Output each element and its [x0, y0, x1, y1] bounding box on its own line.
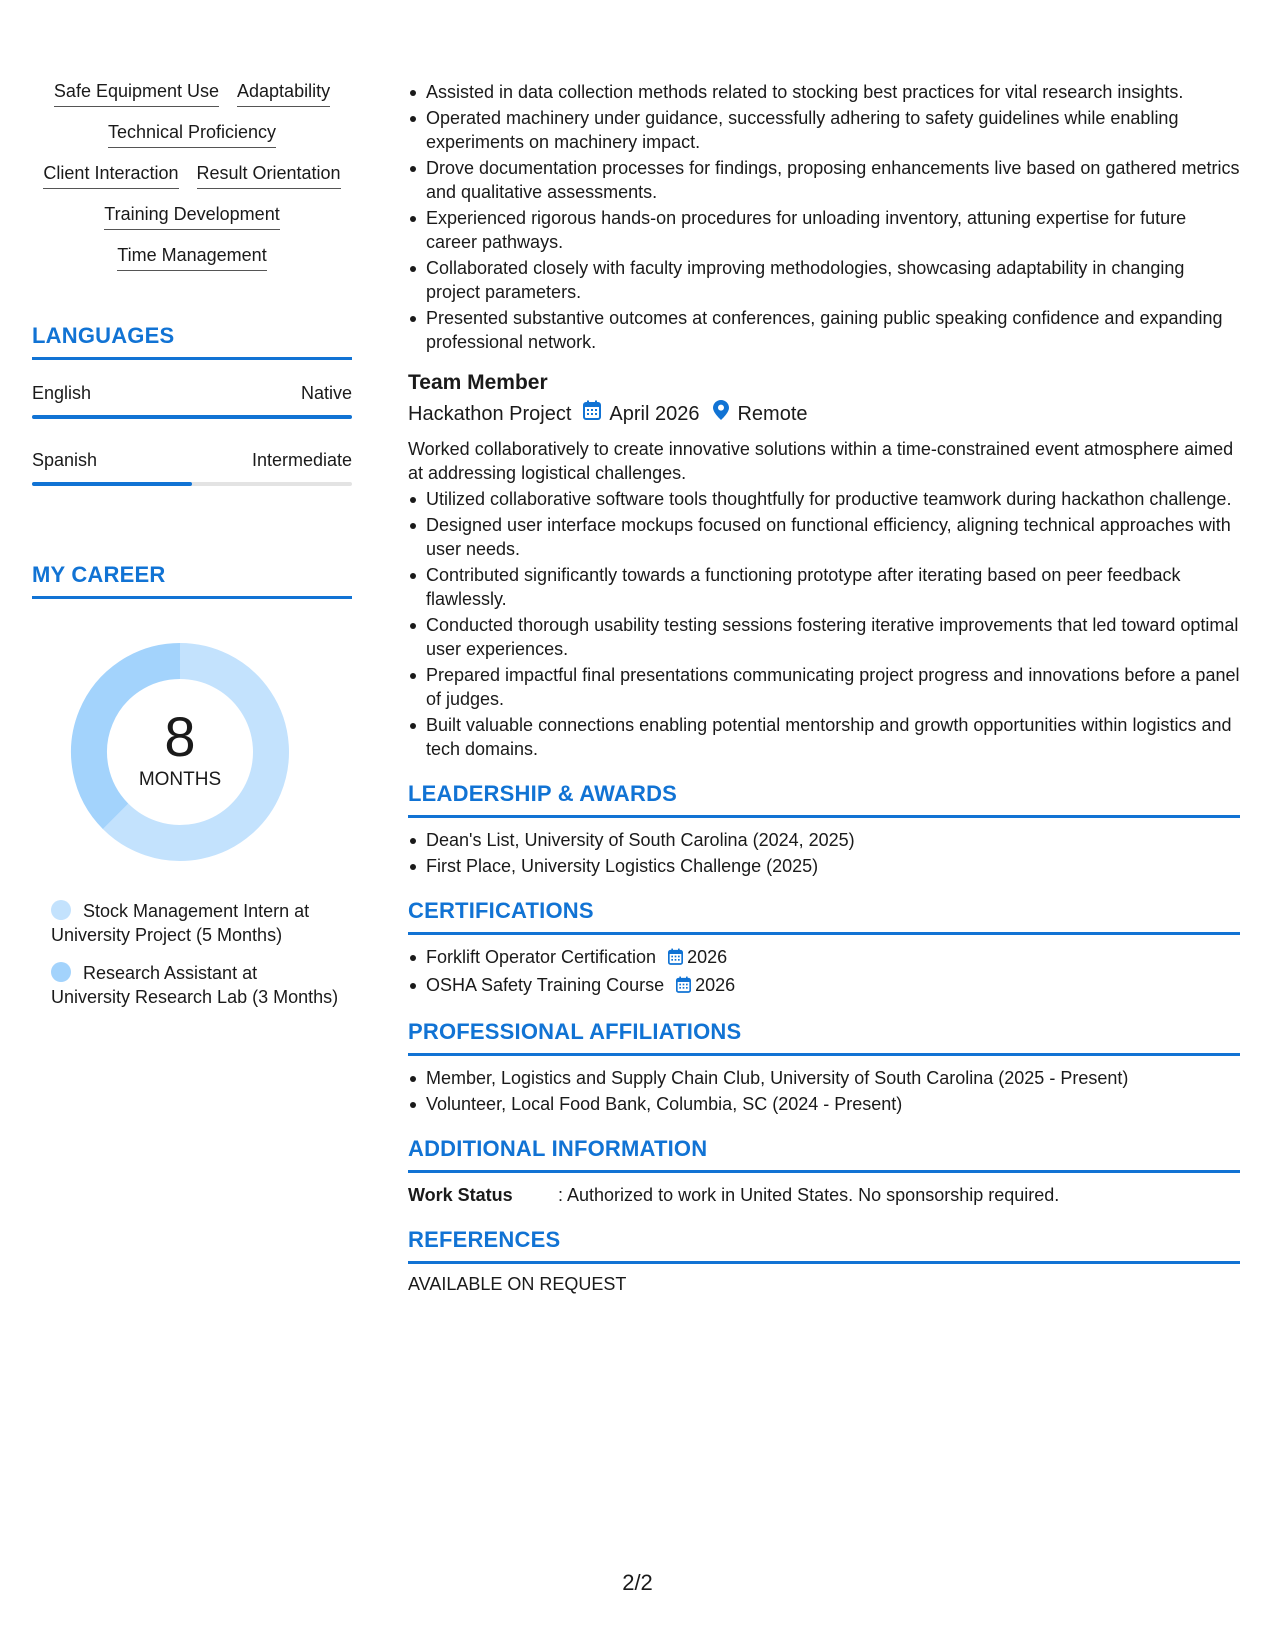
section-divider	[408, 1261, 1240, 1264]
cert-year: 2026	[687, 947, 728, 967]
legend-dot	[51, 962, 71, 982]
list-item	[426, 945, 1240, 971]
legend-dot	[51, 900, 71, 920]
skill-tag: Client Interaction	[43, 162, 178, 189]
job-meta	[408, 400, 1240, 427]
list-item: Utilized collaborative software tools thoughtfully for productive teamwork during hackathon challenge.	[426, 487, 1240, 511]
legend-item	[51, 961, 341, 1009]
language-item	[32, 382, 352, 419]
legend-label: Stock Management Intern at University Project (5 Months)	[51, 901, 310, 945]
section-divider	[408, 815, 1240, 818]
list-item: Drove documentation processes for findings, proposing enhancements live based on gathered metrics and qualitative assessments.	[426, 158, 1240, 202]
calendar-icon	[676, 975, 691, 999]
list-item: Conducted thorough usability testing sessions fostering iterative improvements that led toward optimal user experiences.	[426, 615, 1239, 659]
experience-bullets	[408, 80, 1240, 354]
section-title: LANGUAGES	[32, 323, 175, 348]
section-title: MY CAREER	[32, 562, 166, 587]
career-total: 8	[164, 705, 196, 768]
job-bullets	[408, 487, 1240, 761]
cert-year: 2026	[695, 975, 736, 995]
language-level: Native	[300, 383, 352, 403]
work-status-value: : Authorized to work in United States. No sponsorship required.	[558, 1185, 1060, 1205]
affiliations-list	[408, 1066, 1240, 1116]
legend-label: Research Assistant at University Research Lab (3 Months)	[51, 963, 339, 1007]
awards-list	[408, 828, 1240, 878]
cert-name: OSHA Safety Training Course	[426, 975, 665, 995]
section-title: ADDITIONAL INFORMATION	[408, 1136, 708, 1161]
skill-tag: Safe Equipment Use	[54, 80, 219, 107]
location-pin-icon	[713, 400, 729, 427]
list-item: Contributed significantly towards a functioning prototype after iterating based on peer feedback flawlessly.	[426, 563, 1240, 611]
language-name: Spanish	[32, 450, 98, 470]
list-item: Dean's List, University of South Carolina (2024, 2025)	[426, 828, 1240, 852]
affiliations-section	[408, 1019, 1240, 1116]
right-column	[408, 80, 1240, 1295]
language-bar-fill	[32, 482, 192, 486]
section-divider	[32, 596, 352, 599]
skill-tag: Time Management	[117, 244, 266, 271]
job-organization: Hackathon Project	[408, 402, 572, 425]
list-item: Member, Logistics and Supply Chain Club, University of South Carolina (2025 - Present)	[426, 1066, 1240, 1090]
certifications-list	[408, 945, 1240, 999]
calendar-icon	[583, 400, 601, 427]
list-item: Assisted in data collection methods related to stocking best practices for vital research insights.	[426, 80, 1240, 104]
career-legend	[51, 899, 341, 1009]
list-item: First Place, University Logistics Challenge (2025)	[426, 854, 1240, 878]
list-item: Operated machinery under guidance, successfully adhering to safety guidelines while enabling experiments on machinery impact.	[426, 106, 1240, 154]
section-title: CERTIFICATIONS	[408, 898, 594, 923]
skill-tag: Training Development	[104, 203, 279, 230]
legend-item	[51, 899, 341, 947]
left-column	[32, 80, 352, 1023]
skill-tag: Technical Proficiency	[108, 121, 276, 148]
career-donut-chart	[65, 637, 295, 867]
section-divider	[408, 1170, 1240, 1173]
language-bar	[32, 415, 352, 419]
list-item: Experienced rigorous hands-on procedures for unloading inventory, attuning expertise for future career pathways.	[426, 206, 1240, 254]
calendar-icon	[668, 947, 683, 971]
job-date: April 2026	[609, 402, 700, 425]
languages-section	[32, 323, 352, 486]
list-item	[426, 973, 1240, 999]
certifications-section	[408, 898, 1240, 999]
page-number: 2/2	[622, 1570, 653, 1595]
additional-info-section	[408, 1136, 1240, 1207]
references-section	[408, 1227, 1240, 1295]
list-item: Presented substantive outcomes at conferences, gaining public speaking confidence and expanding professional network.	[426, 306, 1240, 354]
job-description: Worked collaboratively to create innovative solutions within a time-constrained event atmosphere aimed at addressing logistical challenges.	[408, 439, 1234, 483]
work-status-label: Work Status	[408, 1185, 513, 1205]
language-bar-fill	[32, 415, 352, 419]
list-item: Built valuable connections enabling potential mentorship and growth opportunities within logistics and tech domains.	[426, 713, 1240, 761]
language-name: English	[32, 383, 92, 403]
awards-section	[408, 781, 1240, 878]
section-divider	[408, 1053, 1240, 1056]
section-title: PROFESSIONAL AFFILIATIONS	[408, 1019, 742, 1044]
work-status-row	[408, 1183, 1240, 1207]
skill-tag: Result Orientation	[197, 162, 341, 189]
cert-name: Forklift Operator Certification	[426, 947, 657, 967]
career-section	[32, 562, 352, 1009]
language-level: Intermediate	[251, 450, 352, 470]
job-title: Team Member	[408, 371, 548, 394]
section-title: LEADERSHIP & AWARDS	[408, 781, 678, 806]
skill-tag: Adaptability	[237, 80, 330, 107]
skills-list	[32, 80, 352, 271]
list-item: Prepared impactful final presentations communicating project progress and innovations before a panel of judges.	[426, 665, 1240, 709]
list-item: Collaborated closely with faculty improving methodologies, showcasing adaptability in changing project parameters.	[426, 256, 1240, 304]
list-item: Designed user interface mockups focused on functional efficiency, aligning technical approaches with user needs.	[426, 513, 1240, 561]
section-divider	[32, 357, 352, 360]
section-title: REFERENCES	[408, 1227, 561, 1252]
list-item: Volunteer, Local Food Bank, Columbia, SC (2024 - Present)	[426, 1092, 1240, 1116]
language-bar	[32, 482, 352, 486]
job-location: Remote	[737, 402, 808, 425]
career-unit: MONTHS	[138, 769, 222, 790]
section-divider	[408, 932, 1240, 935]
language-item	[32, 449, 352, 486]
references-text: AVAILABLE ON REQUEST	[408, 1274, 627, 1294]
